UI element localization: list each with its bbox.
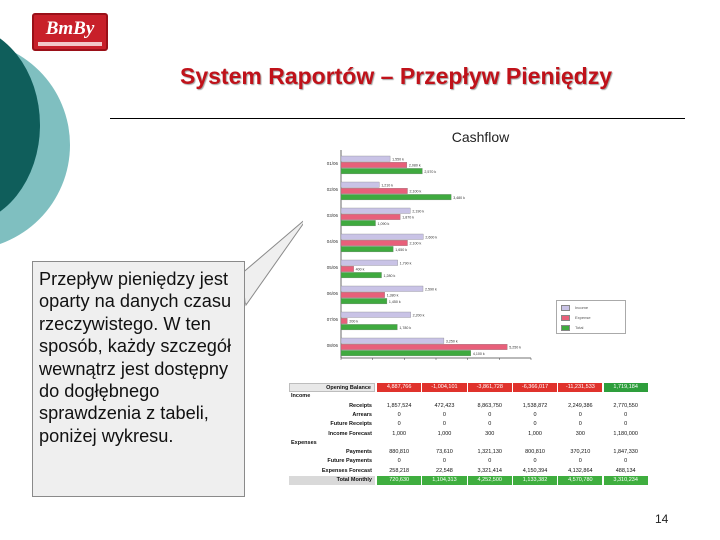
chart-bar	[341, 350, 471, 356]
chart-data-label: 1,380 k	[386, 293, 399, 298]
chart-bar	[341, 214, 400, 220]
chart-data-label: 2,100 k	[409, 241, 422, 246]
table-row	[289, 430, 649, 439]
chart-data-label: 2,190 k	[412, 209, 425, 214]
table-column-header: 4,887,766	[377, 383, 421, 392]
chart-category-label: 06/06	[326, 290, 338, 296]
chart-data-label: 1,870 k	[402, 215, 415, 220]
table-cell: 488,134	[615, 467, 636, 474]
chart-bar	[341, 318, 347, 324]
table-row	[289, 476, 649, 485]
chart-category-label: 01/06	[326, 160, 338, 166]
table-row-label: Income	[291, 393, 311, 400]
chart-bar	[341, 292, 385, 298]
table-cell: 0	[533, 458, 537, 465]
table-cell: 258,218	[389, 467, 410, 474]
chart-category-label: 02/06	[326, 186, 338, 192]
table-column-header: 1,719,184	[604, 383, 648, 392]
legend-label: Total	[575, 325, 584, 330]
table-row-label: Opening Balance	[289, 383, 375, 392]
table-column-header: -3,861,728	[468, 383, 512, 392]
chart-bar	[341, 260, 398, 266]
chart-bar	[341, 324, 397, 330]
chart-data-label: 1,090 k	[377, 221, 390, 226]
table-cell: 300	[575, 430, 585, 437]
chart-bar	[341, 208, 410, 214]
legend-label: Income	[575, 305, 589, 310]
legend-entry	[561, 314, 625, 323]
table-column-header: -11,231,533	[558, 383, 602, 392]
chart-title: Cashflow	[451, 129, 510, 145]
table-cell: 22,548	[436, 467, 453, 474]
callout-text: Przepływ pieniędzy jest oparty na danych czasu rzeczywistego. W ten sposób, każdy szczegół wewnątrz jest dostępny do dogłębnego sprawdzenia z tabeli, poniżej wykresu.	[39, 269, 232, 446]
table-cell: 0	[397, 411, 401, 418]
table-cell: 0	[397, 421, 401, 428]
chart-data-label: 2,100 k	[409, 189, 422, 194]
chart-bar	[341, 344, 507, 350]
cashflow-chart	[303, 124, 648, 370]
table-cell: 0	[488, 411, 492, 418]
table-cell: 0	[624, 458, 628, 465]
table-cell: 0	[533, 421, 537, 428]
chart-data-label: 3,250 k	[445, 339, 458, 344]
chart-bar	[341, 266, 354, 272]
table-cell: 1,000	[392, 430, 407, 437]
table-row-label: Expenses Forecast	[321, 467, 372, 474]
chart-category-label: 08/06	[326, 342, 338, 348]
chart-bar	[341, 156, 390, 162]
table-row-label: Receipts	[349, 402, 372, 409]
chart-bar	[341, 188, 408, 194]
chart-data-label: 1,280 k	[383, 273, 396, 278]
table-cell: 0	[397, 458, 401, 465]
table-column-header: -1,004,101	[422, 383, 466, 392]
table-cell: 4,150,394	[522, 467, 548, 474]
chart-data-label: 1,210 k	[381, 183, 394, 188]
chart-bar	[341, 182, 379, 188]
table-cell: 0	[442, 411, 446, 418]
chart-bar	[341, 298, 387, 304]
callout-box	[32, 261, 245, 497]
table-cell: 1,000	[437, 430, 452, 437]
title-divider	[110, 118, 685, 119]
chart-data-label: 1,450 k	[388, 299, 401, 304]
logo-subtitle-strip	[38, 42, 102, 46]
table-row	[289, 383, 649, 392]
table-cell: 4,570,780	[558, 476, 602, 485]
chart-data-label: 1,790 k	[399, 261, 412, 266]
chart-data-label: 2,080 k	[408, 163, 421, 168]
chart-data-label: 3,480 k	[453, 195, 465, 200]
page-number: 14	[655, 512, 669, 526]
callout-pointer	[240, 215, 310, 310]
cashflow-table	[289, 383, 649, 487]
chart-legend	[556, 300, 626, 334]
table-cell: 1,180,000	[613, 430, 638, 437]
table-cell: 0	[442, 458, 446, 465]
table-cell: 1,000	[528, 430, 542, 437]
table-cell: 2,249,386	[568, 402, 593, 409]
table-row	[289, 402, 649, 411]
chart-bar	[341, 246, 393, 252]
table-row	[289, 392, 649, 401]
chart-bar	[341, 168, 422, 174]
legend-swatch	[561, 305, 570, 311]
chart-bar	[341, 240, 408, 246]
slide-title: System Raportów – Przepływ Pieniędzy	[179, 63, 613, 89]
table-row-label: Expenses	[291, 439, 317, 446]
chart-bar	[341, 220, 376, 226]
table-cell: 1,104,313	[422, 476, 466, 485]
chart-data-label: 4,100 k	[472, 351, 485, 356]
table-row-label: Income Forecast	[328, 430, 372, 437]
table-row	[289, 439, 649, 448]
legend-entry	[561, 304, 625, 313]
chart-bar	[341, 234, 423, 240]
chart-category-label: 03/06	[326, 212, 338, 218]
chart-data-label: 1,550 k	[392, 157, 404, 162]
table-cell: 3,310,234	[604, 476, 648, 485]
chart-category-label: 04/06	[326, 238, 338, 244]
table-row	[289, 457, 649, 466]
table-cell: 1,847,330	[613, 449, 638, 456]
legend-entry	[561, 324, 625, 333]
chart-bar	[341, 312, 411, 318]
table-row	[289, 411, 649, 420]
table-cell: 0	[442, 421, 446, 428]
logo-text: BmBy	[45, 18, 95, 39]
chart-data-label: 200 k	[349, 319, 359, 324]
table-cell: 300	[485, 430, 495, 437]
table-cell: 8,863,750	[477, 402, 502, 409]
table-row-label: Total Monthly	[289, 476, 375, 485]
chart-category-label: 05/06	[326, 264, 338, 270]
table-row	[289, 467, 649, 476]
chart-data-label: 1,780 k	[399, 325, 412, 330]
chart-category-label: 07/06	[326, 316, 338, 322]
table-row-label: Future Receipts	[330, 421, 372, 428]
chart-data-label: 1,650 k	[395, 247, 408, 252]
table-cell: 1,321,130	[477, 449, 502, 456]
legend-swatch	[561, 315, 570, 321]
chart-data-label: 2,570 k	[424, 169, 437, 174]
table-row-label: Payments	[346, 449, 372, 456]
table-cell: 4,252,500	[468, 476, 512, 485]
table-row	[289, 420, 649, 429]
table-cell: 3,321,414	[477, 467, 502, 474]
table-row-label: Arrears	[352, 411, 372, 418]
table-cell: 0	[488, 458, 492, 465]
chart-bar	[341, 286, 423, 292]
chart-data-label: 400 k	[355, 267, 365, 272]
table-cell: 73,610	[436, 449, 453, 456]
table-column-header: -6,366,017	[513, 383, 557, 392]
table-cell: 0	[578, 458, 582, 465]
table-cell: 0	[624, 421, 628, 428]
table-cell: 800,810	[525, 449, 545, 456]
table-cell: 0	[488, 421, 492, 428]
table-row	[289, 448, 649, 457]
table-cell: 0	[578, 411, 582, 418]
table-cell: 0	[578, 421, 582, 428]
chart-bar	[341, 338, 444, 344]
table-row-label: Future Payments	[327, 458, 372, 465]
table-cell: 2,770,550	[613, 402, 638, 409]
table-cell: 880,810	[389, 449, 410, 456]
table-cell: 1,133,382	[513, 476, 557, 485]
chart-bar	[341, 272, 382, 278]
legend-label: Expense	[575, 315, 591, 320]
legend-swatch	[561, 325, 570, 331]
chart-data-label: 5,250 k	[509, 345, 522, 350]
table-cell: 720,630	[377, 476, 421, 485]
chart-data-label: 2,590 k	[425, 287, 437, 292]
table-cell: 1,538,872	[522, 402, 548, 409]
chart-bar	[341, 162, 407, 168]
table-cell: 0	[533, 411, 537, 418]
table-cell: 472,423	[434, 402, 455, 409]
table-cell: 370,210	[570, 449, 591, 456]
table-cell: 0	[624, 411, 628, 418]
chart-bar	[341, 194, 451, 200]
table-cell: 1,857,524	[386, 402, 412, 409]
chart-data-label: 2,600 k	[425, 235, 438, 240]
table-cell: 4,132,864	[568, 467, 593, 474]
chart-data-label: 2,200 k	[412, 313, 425, 318]
company-logo	[32, 13, 108, 51]
